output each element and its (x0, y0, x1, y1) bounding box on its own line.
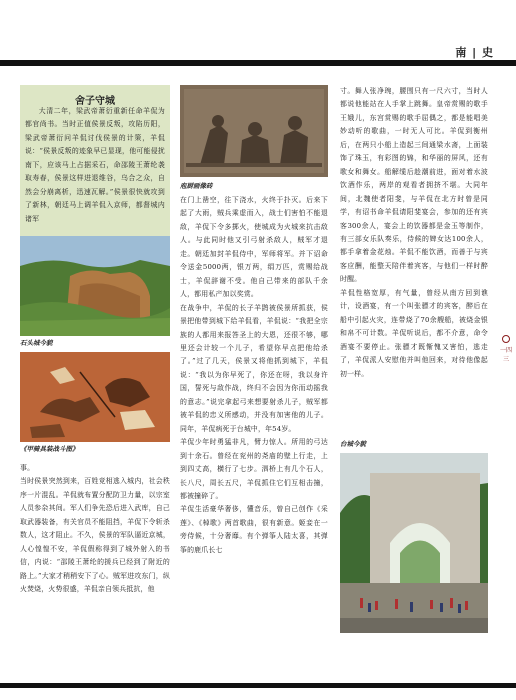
circle-ornament-icon (502, 335, 510, 343)
header-title: 南 | 史 (455, 46, 494, 59)
top-rule (0, 60, 516, 66)
col3-text: 寸。舞人张净琬，腰围只有一尺六寸，当时人都说他能站在人手掌上跳舞。皇帝赏赐的歌手王娥儿，东宫赏赐的歌手屈偶之，都是能唱美妙动听的歌曲，一时无人可比。羊侃到衡州后，在两只小船上造起三间通梁水斋，上面装饰了珠玉，有彩图的锦，和华丽的屏风，还有歌女和舞女。船解缆后趁潮前进，面对着水波饮酒作乐，两岸的观看者拥挤不堪。大同年间，北魏使者阳斐，与羊侃在北方时曾是同学，有诏书命羊侃请阳斐宴会，参加的还有宾客300余人，宴会上的饮器都是金玉等制作，有三部女乐队奏乐，侍候的婢女达100余人，都手拿着金花烛。羊侃不能饮酒，而善于与宾客应酬，能整天陪伴着宾客，与他们一样时醉时醒。 羊侃性格宽厚，有气量，曾经从南方回到谯计，设酒宴，有一个叫张骠才的宾客，醉后在船中引起火灾，连带烧了70余艘船，被烧金银和帛不可计数。羊侃听说后，都不介意，命令酒宴不要停止。张骠才既惭愧又害怕，逃走了，羊侃派人安慰他并叫他回来，对待他像起初一样。 (340, 87, 488, 378)
city-gate-photo (20, 236, 170, 336)
bottom-rule (0, 683, 516, 688)
tomb-mural-photo (180, 85, 328, 177)
page-number: 一四三 (500, 347, 513, 363)
col1-bottom-text: 事。 当时侯景突然到来，百姓竞相逃入城内，社会秩序一片混乱。羊侃就布置分配防卫力量，以宗室人员参杂其间。军人们争先恐后进入武库，自己取武器装备，有关官员不能阻挡，羊侃下令斩杀数人，这才阻止。不久，侯景的军队逼近京城，人心惶惶不安，羊侃假称得到了城外射入的书信，内说：“邵陵王萧纶的援兵已经到了附近的路上。”大家才稍稍安下了心。贼军进攻东门，纵火焚烧，火势很盛，羊侃亲自领兵抵抗，他 (20, 464, 170, 594)
caption-tomb-mural: 庖厨画像砖 (180, 182, 213, 190)
sidebox-title: 舍子守城 (75, 96, 115, 107)
sidebox-text: 大清二年，梁武帝萧衍重新任命羊侃为都官尚书。当时正值侯景反叛，攻陷历阳，梁武帝萧衍问羊侃讨伐侯景的计策，羊侃说：“侯景反叛的迹象早已显现，他可能侵扰南下，应该马上占据采石，命邵陵王萧纶袭取寿春，侯景这样进退维谷，乌合之众，自然会分崩离析，迅速瓦解。”侯景很快就攻到了新林，朝廷马上调羊侃入京师，都督城内诸军 (25, 107, 165, 223)
taicheng-photo (340, 453, 488, 633)
caption-city-gate: 石头城今貌 (20, 339, 53, 347)
side-page-number (500, 335, 512, 364)
sidebox (20, 85, 170, 236)
col2-text: 在门上凿空，往下浇水，火终于扑灭。后来下起了大雨，贼兵乘虚而入，战士们害怕不能退敌，羊侃下令多掷火，使城成为火城来抗击敌人。与此同时他又引弓射杀敌人，贼军才退走。朝廷加封羊侃侍中，军师将军。并下诏命令送金5000两，银万两，绢万匹，赏赐给战士，羊侃辞谢不受。他自己带来的部队千余人，都用私产加以奖赏。 在战争中，羊侃的长子羊鹍被侯景所抓获，侯景把他带到城下给羊侃看，羊侃说：“我把全宗族的人都用来报答圣上的大恩，还很不够，哪里还会计较一个儿子，希望你早点把他给杀了。”过了几天，侯景又将他抓到城下，羊侃说：“我以为你早死了，你还在呀，我以身许国，誓死与敌作战，终归不会因为你而动摇我的意志。”说完拿起弓来想要射杀儿子，贼军都被羊侃的忠义所感动，并没有加害他的儿子。同年，羊侃病死于台城中，年54岁。 羊侃少年时勇猛非凡，臂力惊人。所用的弓达到十余石。曾经在兖州的尧庙的壁上行走，上到四丈高，横行了七步。泗桥上有几个石人，长八尺，周长五尺，羊侃抓住它们互相击撞，都被撞碎了。 羊侃生活豪华奢侈，懂音乐，曾自己创作《采莲》、《棹歌》两首歌曲，很有新意。姬妾在一旁侍候，十分奢靡。有个弹筝人陆太喜，其弹筝的鹿爪长七 (180, 196, 328, 554)
caption-painting: 《甲骑具装战斗图》 (20, 445, 79, 453)
caption-taicheng: 台城今貌 (340, 440, 366, 448)
page-header (0, 0, 516, 64)
battle-painting (20, 352, 170, 442)
